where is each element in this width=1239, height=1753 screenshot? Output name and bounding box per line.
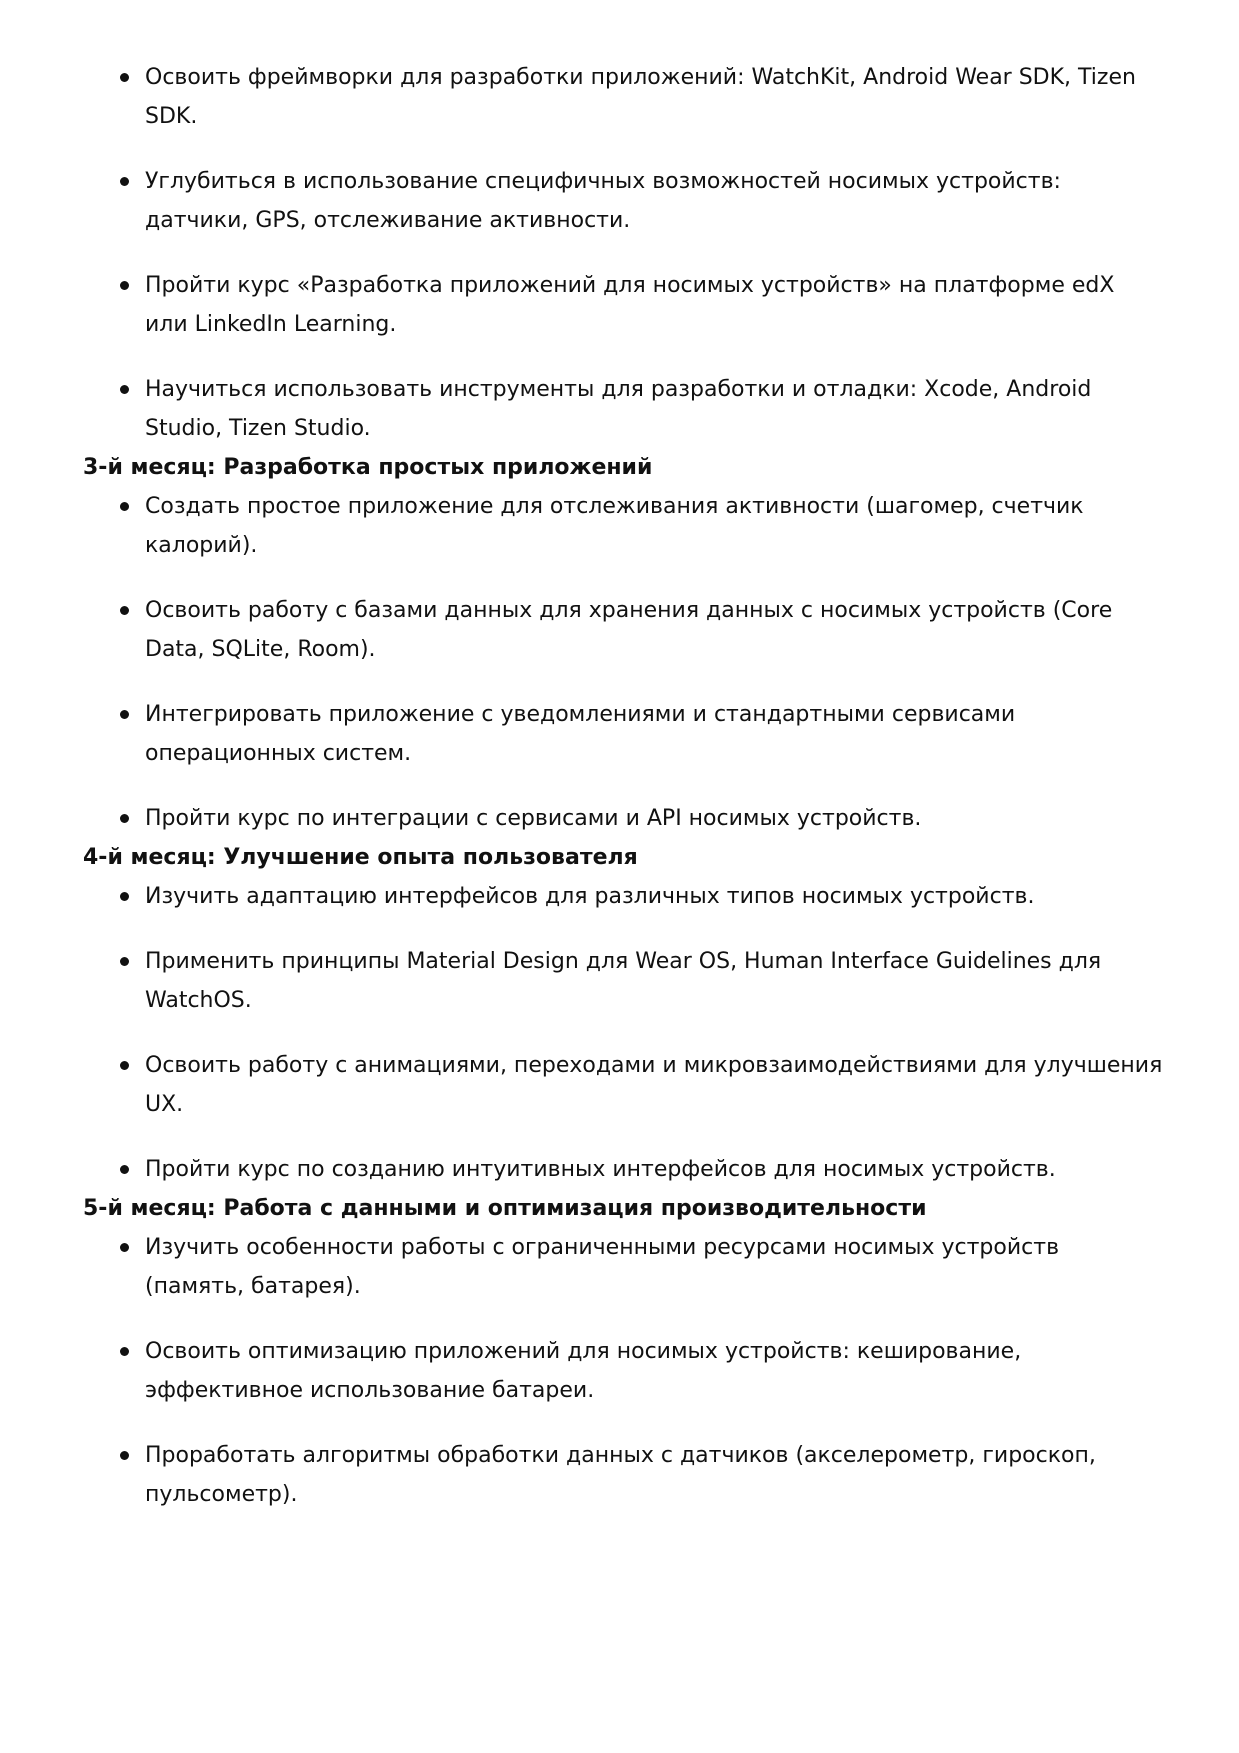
list-item-text: Проработать алгоритмы обработки данных с датчиков (акселерометр, гироскоп, пульсометр).: [145, 1443, 1096, 1507]
list-item: [83, 799, 1163, 838]
bullet-icon: [120, 606, 129, 615]
list-item: [83, 942, 1163, 1020]
bullet-icon: [120, 502, 129, 511]
bullet-icon: [120, 73, 129, 82]
list-item-text: Изучить особенности работы с ограниченными ресурсами носимых устройств (память, батарея).: [145, 1235, 1060, 1299]
list-item-text: Освоить фреймворки для разработки приложений: WatchKit, Android Wear SDK, Tizen SDK.: [145, 65, 1136, 129]
list-item-text: Пройти курс по созданию интуитивных интерфейсов для носимых устройств.: [145, 1157, 1056, 1182]
list-item-text: Изучить адаптацию интерфейсов для различных типов носимых устройств.: [145, 884, 1035, 909]
list-item: [83, 877, 1163, 916]
bullet-icon: [120, 1061, 129, 1070]
bullet-icon: [120, 1451, 129, 1460]
bullet-icon: [120, 385, 129, 394]
section2-list: [83, 58, 1163, 448]
month-3-heading: 3-й месяц: Разработка простых приложений: [83, 455, 653, 480]
list-item-text: Интегрировать приложение с уведомлениями и стандартными сервисами операционных систем.: [145, 702, 1016, 766]
bullet-icon: [120, 1347, 129, 1356]
list-item: [83, 1332, 1163, 1410]
bullet-icon: [120, 1165, 129, 1174]
section4-list: [83, 877, 1163, 1189]
bullet-icon: [120, 892, 129, 901]
list-item: [83, 695, 1163, 773]
list-item-text: Освоить оптимизацию приложений для носимых устройств: кеширование, эффективное использование батареи.: [145, 1339, 1022, 1403]
list-item-text: Пройти курс по интеграции с сервисами и API носимых устройств.: [145, 806, 922, 831]
list-item: [83, 487, 1163, 565]
document-page: [83, 58, 1163, 1514]
list-item: [83, 1046, 1163, 1124]
list-item: [83, 162, 1163, 240]
list-item: [83, 1228, 1163, 1306]
bullet-icon: [120, 710, 129, 719]
month-4-heading: 4-й месяц: Улучшение опыта пользователя: [83, 845, 638, 870]
list-item: [83, 1150, 1163, 1189]
section5-list: [83, 1228, 1163, 1514]
list-item-text: Освоить работу с базами данных для хранения данных с носимых устройств (Core Data, SQLite, Room).: [145, 598, 1113, 662]
bullet-icon: [120, 1243, 129, 1252]
section3-list: [83, 487, 1163, 838]
list-item-text: Углубиться в использование специфичных возможностей носимых устройств: датчики, GPS, отслеживание активности.: [145, 169, 1061, 233]
bullet-icon: [120, 281, 129, 290]
bullet-icon: [120, 957, 129, 966]
list-item: [83, 266, 1163, 344]
month-5-heading: 5-й месяц: Работа с данными и оптимизация производительности: [83, 1196, 927, 1221]
bullet-icon: [120, 177, 129, 186]
list-item: [83, 370, 1163, 448]
list-item: [83, 1436, 1163, 1514]
list-item-text: Освоить работу с анимациями, переходами и микровзаимодействиями для улучшения UX.: [145, 1053, 1163, 1117]
bullet-icon: [120, 814, 129, 823]
list-item-text: Научиться использовать инструменты для разработки и отладки: Xcode, Android Studio, Tizen Studio.: [145, 377, 1092, 441]
list-item: [83, 591, 1163, 669]
list-item-text: Пройти курс «Разработка приложений для носимых устройств» на платформе edX или LinkedIn Learning.: [145, 273, 1115, 337]
list-item-text: Создать простое приложение для отслеживания активности (шагомер, счетчик калорий).: [145, 494, 1084, 558]
list-item: [83, 58, 1163, 136]
list-item-text: Применить принципы Material Design для Wear OS, Human Interface Guidelines для WatchOS.: [145, 949, 1102, 1013]
